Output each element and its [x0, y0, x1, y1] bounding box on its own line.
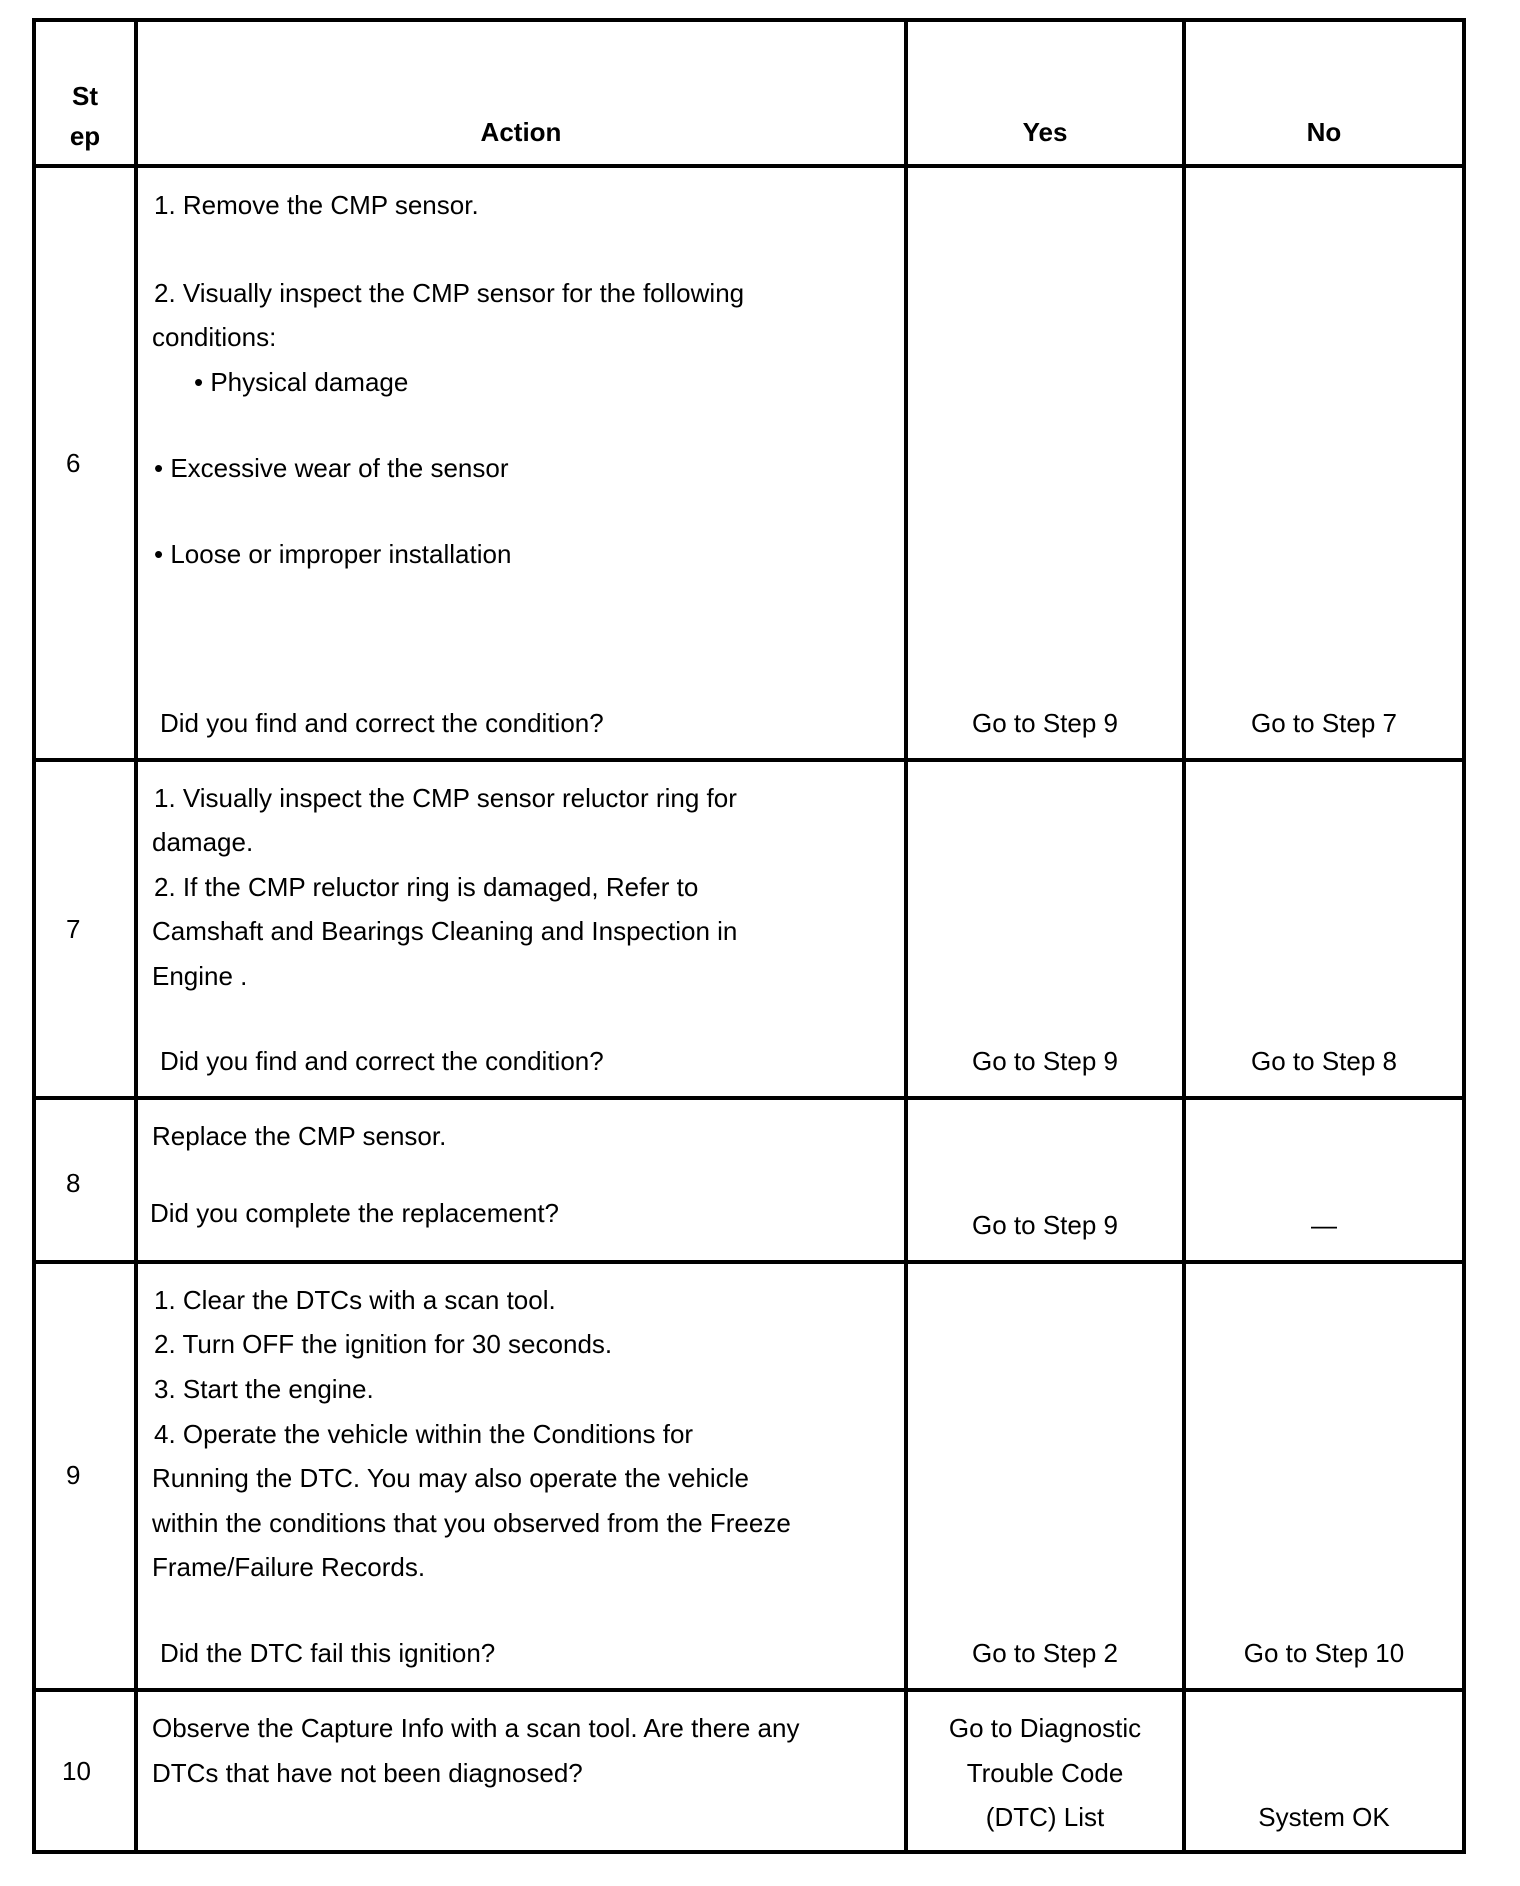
- header-yes: Yes: [1022, 117, 1068, 147]
- action-line: • Excessive wear of the sensor: [154, 453, 509, 483]
- header-step: St ep: [69, 81, 101, 151]
- step-number: 9: [66, 1460, 81, 1490]
- action-line: • Physical damage: [194, 367, 409, 397]
- step-number: 7: [66, 914, 81, 944]
- table-line: [32, 164, 1466, 168]
- action-line: 1. Clear the DTCs with a scan tool.: [154, 1285, 556, 1315]
- action-line: within the conditions that you observed from the Freeze: [152, 1508, 791, 1538]
- table-line: [1182, 18, 1186, 1854]
- table-line: [32, 1688, 1466, 1692]
- step-number: 10: [62, 1756, 91, 1786]
- action-line: 4. Operate the vehicle within the Conditions for: [154, 1419, 694, 1449]
- action-question: Did you find and correct the condition?: [160, 708, 604, 738]
- action-line: Replace the CMP sensor.: [152, 1121, 447, 1151]
- action-line: 1. Remove the CMP sensor.: [154, 190, 479, 220]
- yes-result-line: (DTC) List: [985, 1802, 1105, 1832]
- action-line: 2. Visually inspect the CMP sensor for the following: [154, 278, 745, 308]
- table-line: [904, 18, 908, 1854]
- yes-result: Go to Step 2: [972, 1638, 1118, 1668]
- table-line: [32, 18, 36, 1854]
- no-result: Go to Step 8: [1251, 1046, 1397, 1076]
- yes-result: Go to Step 9: [972, 708, 1118, 738]
- table-line: [32, 758, 1466, 762]
- action-line: Running the DTC. You may also operate the vehicle: [152, 1463, 749, 1493]
- action-line: DTCs that have not been diagnosed?: [152, 1758, 583, 1788]
- no-result: Go to Step 10: [1243, 1638, 1405, 1668]
- action-line: 3. Start the engine.: [154, 1374, 374, 1404]
- table-line: [32, 1260, 1466, 1264]
- no-result: System OK: [1258, 1802, 1390, 1832]
- table-line: [32, 1096, 1466, 1100]
- action-line: Frame/Failure Records.: [152, 1552, 426, 1582]
- yes-result-line: Go to Diagnostic: [948, 1713, 1142, 1743]
- no-result: —: [1311, 1210, 1337, 1240]
- table-line: [134, 18, 138, 1854]
- action-line: conditions:: [152, 322, 277, 352]
- yes-result: Go to Step 9: [972, 1046, 1118, 1076]
- action-question: Did you complete the replacement?: [150, 1198, 560, 1228]
- yes-result: Go to Step 9: [972, 1210, 1118, 1240]
- header-action: Action: [480, 117, 562, 147]
- action-line: damage.: [152, 827, 254, 857]
- table-line: [32, 18, 1466, 22]
- action-question: Did you find and correct the condition?: [160, 1046, 604, 1076]
- table-line: [1462, 18, 1466, 1854]
- action-line: Camshaft and Bearings Cleaning and Inspection in: [152, 916, 738, 946]
- action-line: 2. If the CMP reluctor ring is damaged, Refer to: [154, 872, 699, 902]
- action-line: 2. Turn OFF the ignition for 30 seconds.: [154, 1329, 613, 1359]
- action-question: Did the DTC fail this ignition?: [160, 1638, 496, 1668]
- no-result: Go to Step 7: [1251, 708, 1397, 738]
- step-number: 8: [66, 1168, 81, 1198]
- action-line: Engine .: [152, 961, 248, 991]
- action-line: • Loose or improper installation: [154, 539, 512, 569]
- action-line: Observe the Capture Info with a scan tool. Are there any: [152, 1713, 800, 1743]
- table-line: [32, 1850, 1466, 1854]
- step-number: 6: [66, 448, 81, 478]
- action-line: 1. Visually inspect the CMP sensor reluctor ring for: [154, 783, 737, 813]
- yes-result-line: Trouble Code: [966, 1758, 1124, 1788]
- header-no: No: [1306, 117, 1342, 147]
